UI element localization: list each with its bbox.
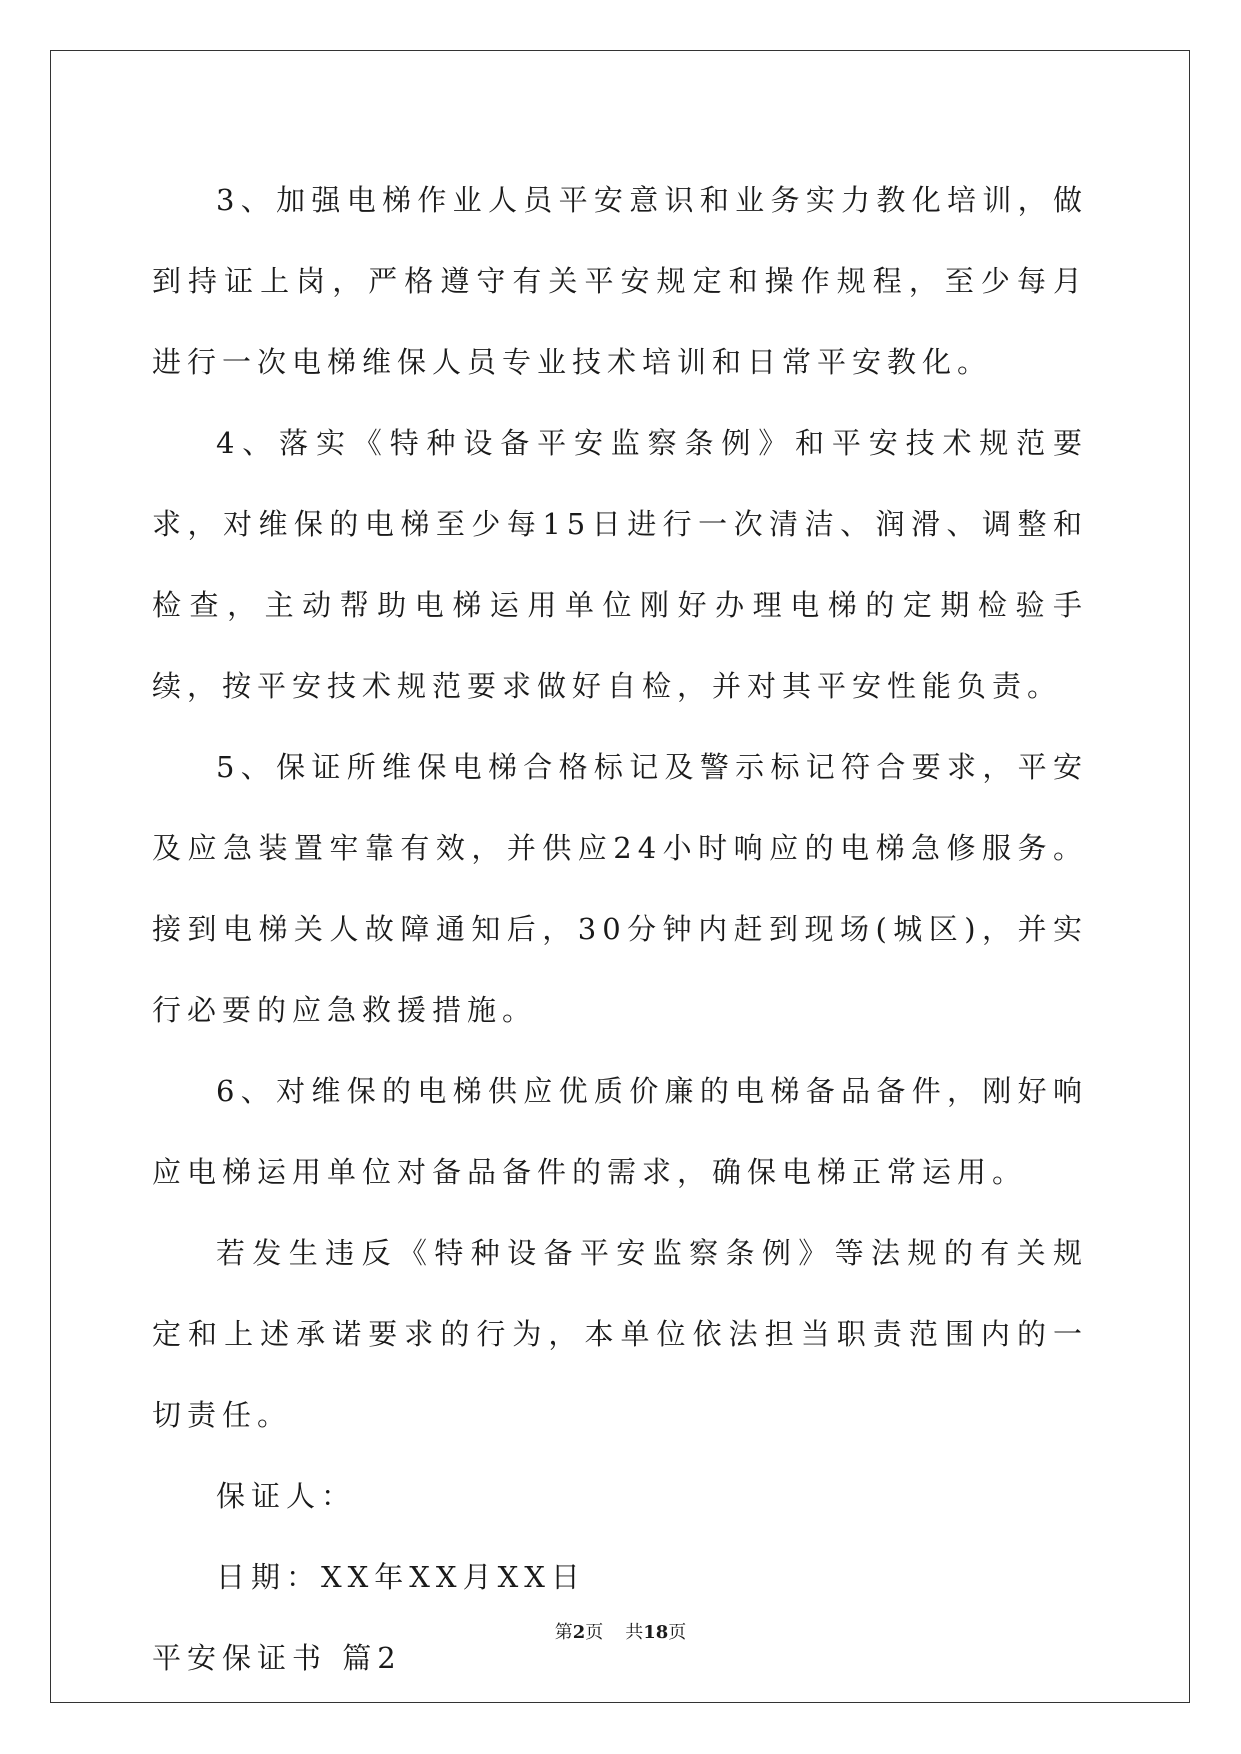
paragraph-item-3: 3、加强电梯作业人员平安意识和业务实力教化培训，做到持证上岗，严格遵守有关平安规定和操作规程，至少每月进行一次电梯维保人员专业技术培训和日常平安教化。 bbox=[152, 183, 1088, 379]
guarantor-label: 保证人： bbox=[216, 1479, 357, 1513]
page-footer bbox=[0, 1618, 1241, 1644]
document-body bbox=[152, 160, 1088, 1699]
page-prefix: 第 bbox=[554, 1622, 573, 1643]
page-suffix: 页 bbox=[585, 1622, 604, 1643]
paragraph-item-4: 4、落实《特种设备平安监察条例》和平安技术规范要求，对维保的电梯至少每15日进行一次清洁、润滑、调整和检查，主动帮助电梯运用单位刚好办理电梯的定期检验手续，按平安技术规范要求做好自检，并对其平安性能负责。 bbox=[152, 426, 1088, 703]
total-prefix: 共 bbox=[625, 1622, 644, 1643]
paragraph-liability: 若发生违反《特种设备平安监察条例》等法规的有关规定和上述承诺要求的行为，本单位依法担当职责范围内的一切责任。 bbox=[152, 1236, 1088, 1432]
paragraph-item-5: 5、保证所维保电梯合格标记及警示标记符合要求，平安及应急装置牢靠有效，并供应24小时响应的电梯急修服务。接到电梯关人故障通知后，30分钟内赶到现场(城区)，并实行必要的应急救援措施。 bbox=[152, 750, 1088, 1027]
total-pages-number: 18 bbox=[643, 1622, 669, 1643]
section-heading: 平安保证书 篇2 bbox=[152, 1641, 402, 1675]
paragraph-item-6: 6、对维保的电梯供应优质价廉的电梯备品备件，刚好响应电梯运用单位对备品备件的需求，确保电梯正常运用。 bbox=[152, 1074, 1088, 1189]
current-page-number: 2 bbox=[572, 1622, 586, 1643]
total-suffix: 页 bbox=[668, 1622, 687, 1643]
date-line: 日期：XX年XX月XX日 bbox=[216, 1560, 586, 1594]
